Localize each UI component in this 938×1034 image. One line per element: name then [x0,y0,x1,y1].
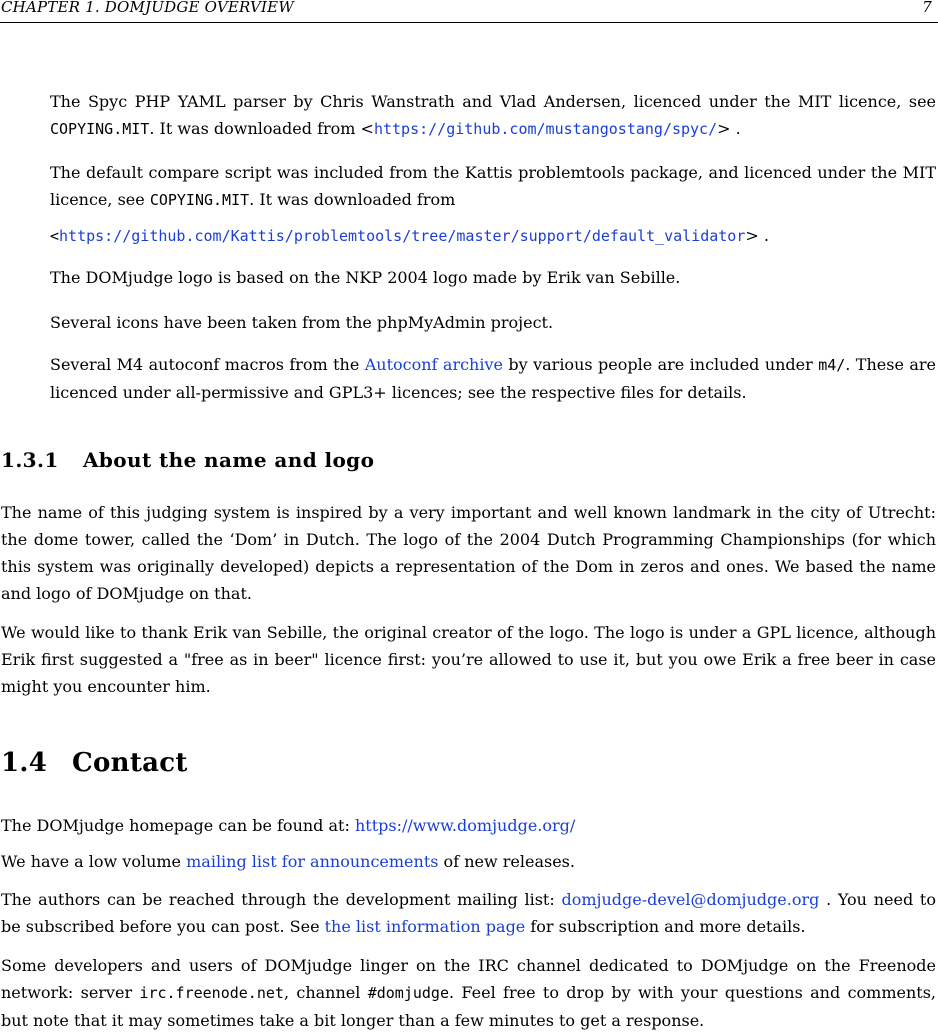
credit-icons: Several icons have been taken from the phpMyAdmin project. [50,313,554,332]
section-number: 1.4 [1,748,48,778]
irc-server: irc.freenode.net [139,984,284,1002]
credit-kattis: The default compare script was included from the Kattis problemtools package, and licenced under the MIT licence, see COPYING.MIT. It was downloaded from [50,163,936,209]
credit-logo: The DOMjudge logo is based on the NKP 2004 logo made by Erik van Sebille. [50,268,681,287]
homepage-link[interactable]: https://www.domjudge.org/ [354,816,576,835]
mailing-list-paragraph: We have a low volume mailing list for announcements of new releases. [1,852,575,871]
irc-paragraph: Some developers and users of DOMjudge linger on the IRC channel dedicated to DOMjudge on the Freenode network: server irc.freenode.net, channel #domjudge. Feel free to drop by with your questions and comments, but note that it may sometimes take a bit longer than a few minutes to get a response. [1,956,937,1030]
authors-paragraph: The authors can be reached through the development mailing list: domjudge-devel@domjudge.org . You need to be subscribed before you can post. See the list information page for subscription and more details. [1,890,936,936]
section-heading-contact [1,748,188,778]
about-paragraph-1: The name of this judging system is inspired by a very important and well known landmark in the city of Utrecht: the dome tower, called the ‘Dom’ in Dutch. The logo of the 2004 Dutch Programming Championships (for which this system was originally developed) depicts a representation of the Dom in zeros and ones. We based the name and logo of DOMjudge on that. [1,503,936,603]
section-number: 1.3.1 [1,448,59,472]
running-header [0,0,938,23]
autoconf-archive-link[interactable]: Autoconf archive [364,355,503,374]
kattis-url-link[interactable]: https://github.com/Kattis/problemtools/tree/master/support/default_validator [59,227,746,245]
m4-dir: m4/ [818,356,846,374]
credit-spyc: The Spyc PHP YAML parser by Chris Wanstrath and Vlad Andersen, licenced under the MIT licence, see COPYING.MIT. It was downloaded from <https://github.com/mustangostang/spyc/> . [50,92,936,138]
page-number: 7 [922,0,932,16]
irc-channel: #domjudge [367,984,449,1002]
section-title: About the name and logo [83,448,375,472]
section-title: Contact [72,748,188,778]
list-info-link[interactable]: the list information page [324,917,526,936]
copying-file: COPYING.MIT [50,120,150,138]
about-paragraph-2: We would like to thank Erik van Sebille, the original creator of the logo. The logo is under a GPL licence, although Erik first suggested a "free as in beer" licence first: you’re allowed to use it, but you owe Erik a free beer in case might you encounter him. [1,623,936,696]
kattis-url-line: <https://github.com/Kattis/problemtools/tree/master/support/default_validator> . [50,226,769,245]
announcements-list-link[interactable]: mailing list for announcements [186,852,439,871]
homepage-paragraph: The DOMjudge homepage can be found at: https://www.domjudge.org/ [1,816,576,835]
section-heading-about [1,448,374,472]
copying-file: COPYING.MIT [149,191,250,209]
credit-autoconf: Several M4 autoconf macros from the Autoconf archive by various people are included under m4/. These are licenced under all-permissive and GPL3+ licences; see the respective files for details. [50,355,936,402]
devel-email-link[interactable]: domjudge-devel@domjudge.org [561,890,820,909]
spyc-url-link[interactable]: https://github.com/mustangostang/spyc/ [373,120,718,138]
chapter-title: CHAPTER 1. DOMJUDGE OVERVIEW [1,0,294,16]
